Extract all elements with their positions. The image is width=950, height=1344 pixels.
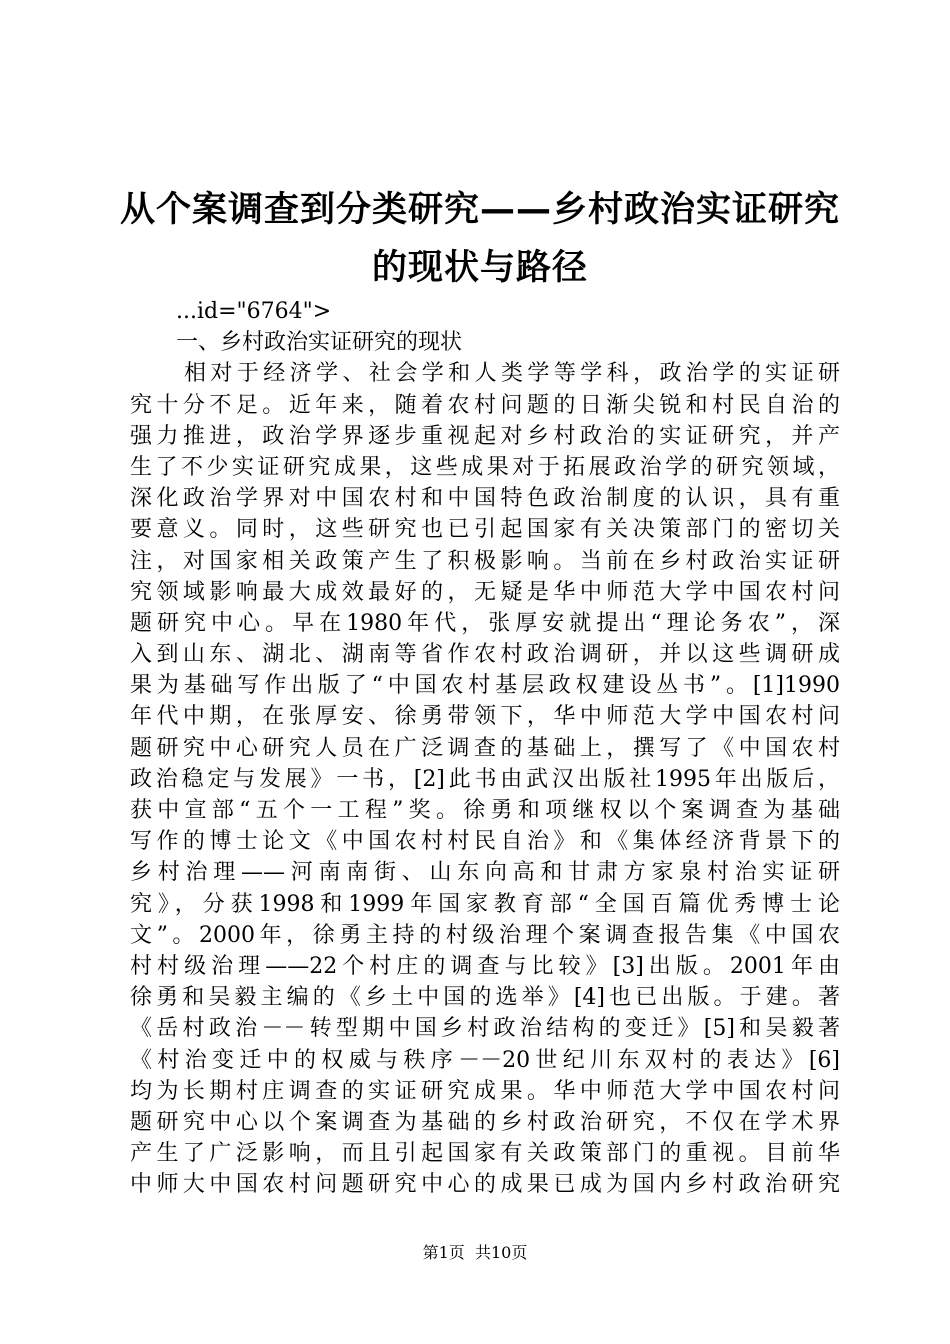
paragraph-line: 文”。2000年，徐勇主持的村级治理个案调查报告集《中国农 [130,922,840,948]
paragraph-line: 产生了广泛影响，而且引起国家有关政策部门的重视。目前华 [130,1141,840,1167]
paragraph-line: 果为基础写作出版了“中国农村基层政权建设丛书”。[1]1990 [130,673,840,699]
paragraph-line: 均为长期村庄调查的实证研究成果。华中师范大学中国农村问 [130,1078,840,1104]
paragraph-line: 生了不少实证研究成果，这些成果对于拓展政治学的研究领域， [130,454,840,480]
paragraph-line: 村村级治理——22个村庄的调查与比较》[3]出版。2001年由 [130,953,840,979]
document-title-line-1: 从个案调查到分类研究——乡村政治实证研究 [119,190,840,230]
paragraph-line: 获中宣部“五个一工程”奖。徐勇和项继权以个案调查为基础 [130,798,840,823]
paragraph-line: 究领域影响最大成效最好的，无疑是华中师范大学中国农村问 [130,579,840,605]
paragraph-line: 乡村治理——河南南街、山东向高和甘肃方家泉村治实证研 [130,860,840,886]
paragraph-line: 题研究中心研究人员在广泛调查的基础上，撰写了《中国农村 [130,735,840,761]
paragraph-line: 题研究中心以个案调查为基础的乡村政治研究，不仅在学术界 [130,1109,840,1135]
page-total: 共10页 [474,1243,528,1262]
paragraph-line: 写作的博士论文《中国农村村民自治》和《集体经济背景下的 [130,829,840,855]
paragraph-line: 注，对国家相关政策产生了积极影响。当前在乡村政治实证研 [130,548,840,574]
page-number: 第1页 [422,1243,465,1262]
page-footer [0,1243,950,1263]
document-body [130,296,840,1200]
paragraph-line: 年代中期，在张厚安、徐勇带领下，华中师范大学中国农村问 [130,704,840,730]
paragraph-line: 强力推进，政治学界逐步重视起对乡村政治的实证研究，并产 [130,423,840,449]
paragraph-line: 《岳村政治－－转型期中国乡村政治结构的变迁》[5]和吴毅著 [130,1016,840,1042]
paragraph-line: 入到山东、湖北、湖南等省作农村政治调研，并以这些调研成 [130,642,840,668]
paragraph-line: 政治稳定与发展》一书，[2]此书由武汉出版社1995年出版后， [130,766,840,792]
paragraph-line: 徐勇和吴毅主编的《乡土中国的选举》[4]也已出版。于建。著 [130,985,840,1011]
paragraph-line: 究十分不足。近年来，随着农村问题的日渐尖锐和村民自治的 [130,392,840,418]
id-marker: ...id="6764"> [176,299,332,324]
paragraph-line: 究》，分获1998和1999年国家教育部“全国百篇优秀博士论 [130,891,840,917]
paragraph-line: 要意义。同时，这些研究也已引起国家有关决策部门的密切关 [130,517,840,543]
document-title-line-2: 的现状与路径 [371,248,588,288]
paragraph-line: 相对于经济学、社会学和人类学等学科，政治学的实证研 [184,361,840,387]
paragraph-line: 中师大中国农村问题研究中心的成果已成为国内乡村政治研究 [130,1172,840,1198]
paragraph-line: 题研究中心。早在1980年代，张厚安就提出“理论务农”，深 [130,610,840,636]
section-heading: 一、乡村政治实证研究的现状 [176,330,463,356]
paragraph-line: 深化政治学界对中国农村和中国特色政治制度的认识，具有重 [130,486,840,512]
paragraph-line: 《村治变迁中的权威与秩序－－20世纪川东双村的表达》[6] [130,1047,840,1073]
